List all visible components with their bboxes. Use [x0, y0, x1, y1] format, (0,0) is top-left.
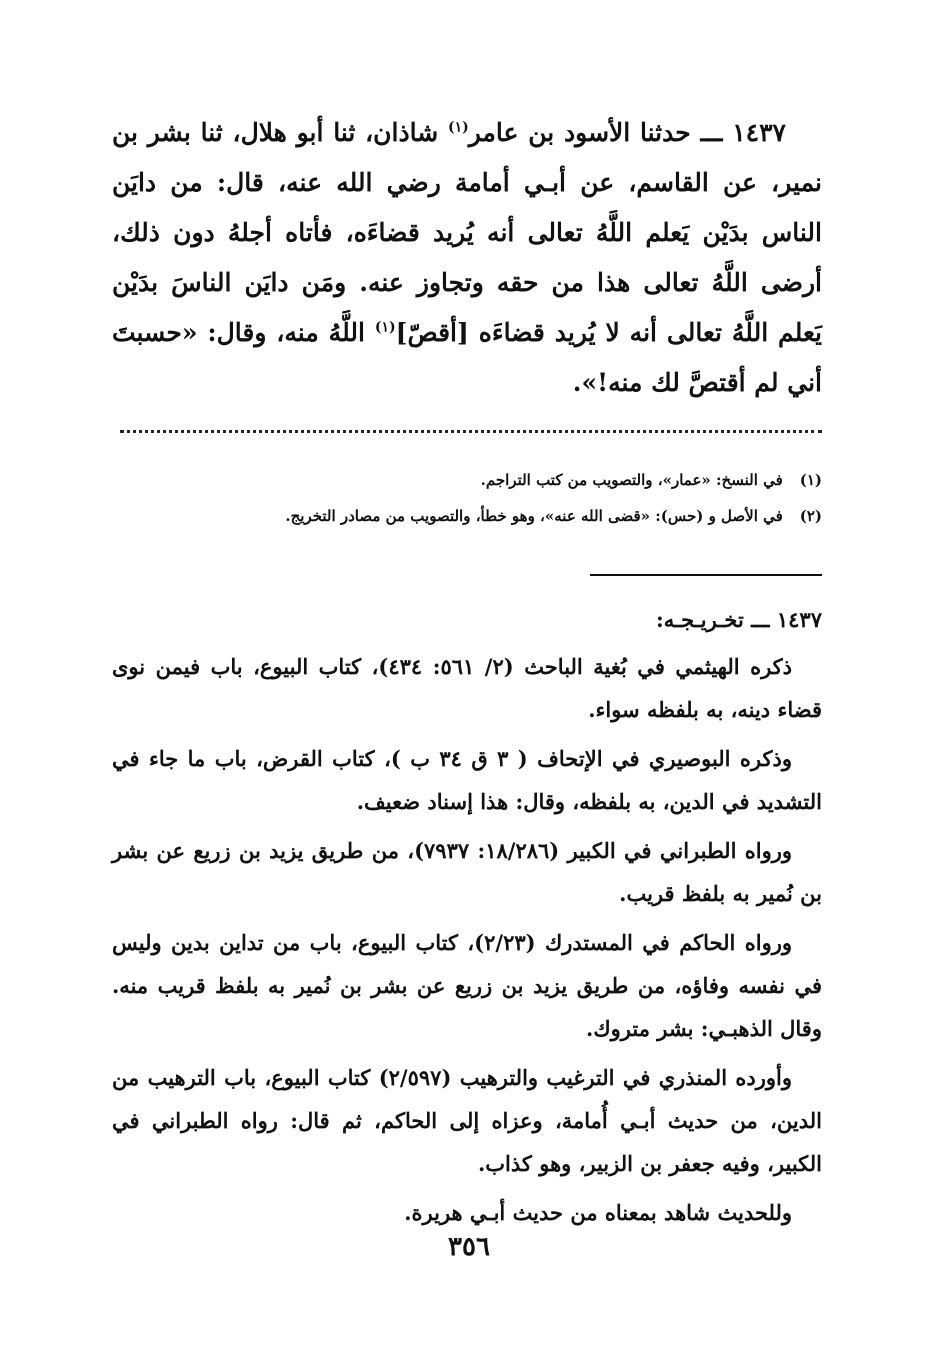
takhrij-paragraph: وأورده المنذري في الترغيب والترهيب (٢/٥٩٧) كتاب البيوع، باب الترهيب من الدين، من حديث أبـي أُمامة، وعزاه إلى الحاكم، ثم قال: رواه الطبراني في الكبير، وفيه جعفر بن الزبير، وهو كذاب.	[112, 1065, 822, 1176]
hadith-body: شاذان، ثنا أبو هلال، ثنا بشر بن نمير، عن القاسم، عن أبـي أمامة رضي الله عنه، قال: من دايَن الناس بدَيْن يَعلم اللَّهُ تعالى أنه يُريد قضاءَه، فأتاه أجلهُ دون ذلك، أرضى اللَّهُ تعالى هذا من حقه وتجاوز عنه. ومَن دايَن الناسَ بدَيْن يَعلم اللَّهُ تعالى أنه لا يُريد قضاءَه [أقصّ]	[112, 118, 822, 347]
takhrij-paragraph: ورواه الطبراني في الكبير (١٨/٢٨٦: ٧٩٣٧)، من طريق يزيد بن زريع عن بشر بن نُمير به بلفظ قريب.	[112, 838, 822, 906]
footnote-ref-1: (١)	[447, 119, 469, 136]
takhrij-heading: ١٤٣٧ ـــ تخـريـجـه:	[655, 607, 822, 632]
hadith-text	[112, 108, 822, 408]
footnote-number: (٢)	[799, 507, 822, 525]
hadith-number: ١٤٣٧	[732, 118, 786, 147]
takhrij-paragraph: وذكره البوصيري في الإتحاف ( ٣ ق ٣٤ ب )، كتاب القرض، باب ما جاء في التشديد في الدين، به بلفظه، وقال: هذا إسناد ضعيف.	[112, 746, 822, 814]
footnote-separator	[120, 430, 822, 437]
hadith-ending: اللَّهُ منه، وقال: «حسبتَ أني لم أقتصَّ لك منه!».	[112, 318, 822, 397]
footnote-item	[112, 498, 822, 534]
hadith-paragraph	[112, 108, 822, 408]
takhrij-paragraph: ورواه الحاكم في المستدرك (٢/٢٣)، كتاب البيوع، باب من تداين بدين وليس في نفسه وفاؤه، من طريق يزيد بن زريع عن بشر بن نُمير به بلفظ قريب منه. وقال الذهبـي: بشر متروك.	[112, 930, 822, 1041]
section-rule	[590, 574, 822, 576]
footnote-ref-2: (١)	[374, 319, 396, 336]
page-number: ٣٥٦	[448, 1232, 490, 1262]
takhrij-paragraph: وللحديث شاهد بمعناه من حديث أبـي هريرة.	[404, 1200, 792, 1225]
hadith-chain-start: حدثنا الأسود بن عامر	[468, 118, 691, 147]
footnote-number: (١)	[799, 471, 822, 489]
footnotes	[112, 462, 822, 534]
footnote-text: في النسخ: «عمار»، والتصويب من كتب التراجم.	[480, 471, 783, 489]
footnote-text: في الأصل و (حس): «قضى الله عنه»، وهو خطأ، والتصويب من مصادر التخريج.	[285, 507, 783, 525]
footnote-item	[112, 462, 822, 498]
takhrij-paragraph: ذكره الهيثمي في بُغية الباحث (٢/ ٥٦١: ٤٣٤)، كتاب البيوع، باب فيمن نوى قضاء دينه، به بلفظه سواء.	[112, 654, 822, 722]
hadith-dash: ـــ	[700, 118, 723, 147]
takhrij-section	[112, 598, 822, 1240]
